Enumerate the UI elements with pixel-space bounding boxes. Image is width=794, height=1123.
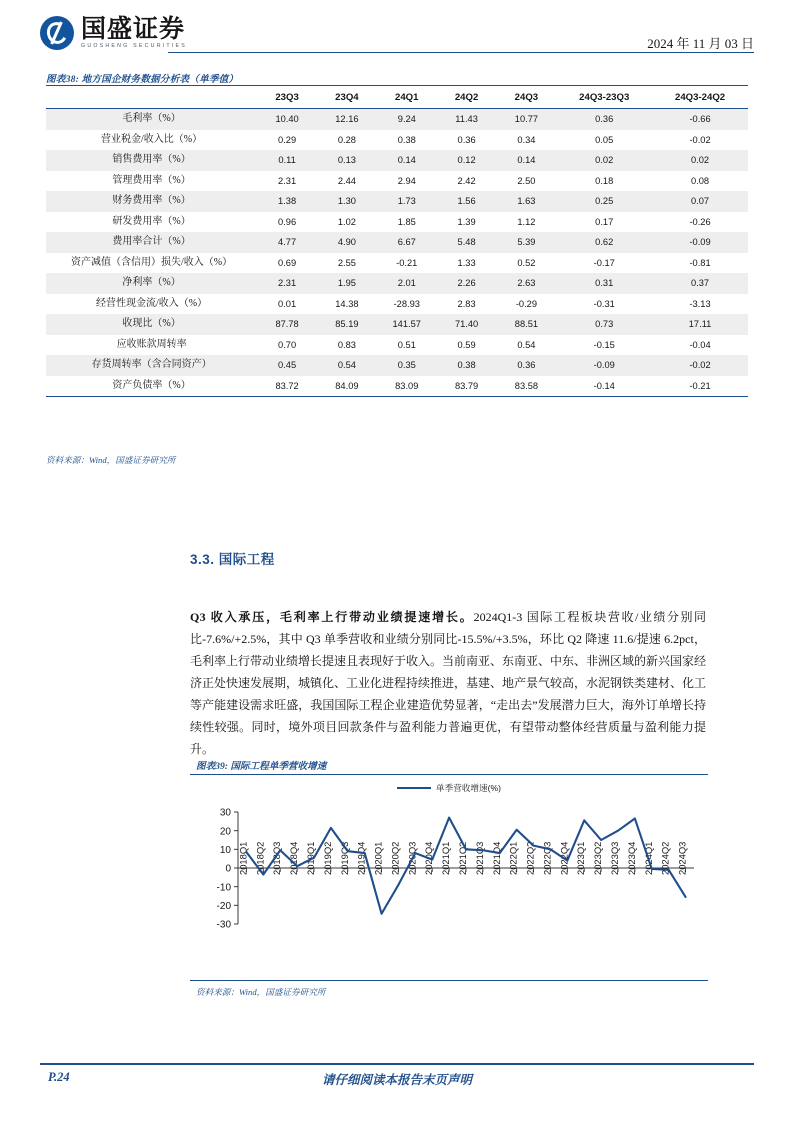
table-cell: 0.31 bbox=[595, 278, 614, 289]
table-cell: 0.01 bbox=[278, 298, 297, 309]
row-label: 研发费用率（%） bbox=[112, 215, 191, 227]
column-header-24q3-23q3: 24Q3-23Q3 bbox=[579, 92, 630, 103]
row-label: 应收账款周转率 bbox=[116, 338, 187, 350]
table-cell: 1.39 bbox=[457, 216, 476, 227]
table-cell: -0.66 bbox=[689, 114, 711, 125]
table-cell: 0.02 bbox=[595, 155, 614, 166]
table-cell: 2.31 bbox=[278, 175, 297, 186]
table-cell: 83.58 bbox=[497, 376, 557, 397]
table-cell: 4.90 bbox=[337, 237, 356, 248]
row-label: 销售费用率（%） bbox=[112, 154, 191, 165]
svg-text:2023Q4: 2023Q4 bbox=[625, 841, 637, 875]
page-header bbox=[0, 0, 794, 62]
table-cell: 0.36 bbox=[457, 134, 476, 145]
table-cell: 83.79 bbox=[437, 376, 497, 397]
svg-text:2023Q2: 2023Q2 bbox=[592, 841, 604, 875]
table-row bbox=[46, 109, 748, 130]
table-cell: 0.25 bbox=[595, 196, 614, 207]
table-row bbox=[46, 212, 748, 233]
svg-text:0: 0 bbox=[225, 863, 231, 875]
svg-text:30: 30 bbox=[219, 807, 231, 819]
table-cell: 2.26 bbox=[457, 278, 476, 289]
svg-text:2024Q1: 2024Q1 bbox=[642, 841, 654, 875]
table-cell: 11.43 bbox=[455, 114, 478, 125]
table-cell: 0.07 bbox=[691, 196, 710, 207]
table-cell: 0.83 bbox=[337, 339, 356, 350]
row-label: 财务费用率（%） bbox=[112, 195, 191, 206]
table-body bbox=[46, 109, 748, 397]
quarterly-revenue-growth-chart bbox=[190, 806, 708, 976]
table-cell: -0.26 bbox=[689, 216, 711, 227]
table-cell: 2.42 bbox=[457, 175, 476, 186]
footer-disclaimer: 请仔细阅读本报告末页声明 bbox=[321, 1073, 472, 1087]
chart-source-note: 资料来源：Wind，国盛证券研究所 bbox=[196, 987, 326, 997]
row-label: 管理费用率（%） bbox=[112, 174, 191, 186]
table-cell: 0.18 bbox=[595, 175, 614, 186]
table-cell: -0.31 bbox=[593, 298, 615, 309]
chart-title-rule bbox=[190, 774, 708, 775]
table-cell: 2.44 bbox=[337, 175, 356, 186]
table-cell: 5.39 bbox=[517, 237, 536, 248]
table-cell: 10.40 bbox=[275, 114, 299, 125]
row-label: 收现比（%） bbox=[122, 318, 181, 329]
table-cell: 0.34 bbox=[517, 134, 536, 145]
chart-exhibit-title: 图表39: 国际工程单季营收增速 bbox=[196, 761, 327, 772]
column-header-metric bbox=[46, 88, 257, 109]
svg-text:2022Q3: 2022Q3 bbox=[541, 841, 553, 875]
table-cell: 1.33 bbox=[457, 257, 476, 268]
table-cell: 0.96 bbox=[278, 216, 297, 227]
table-cell: 83.09 bbox=[377, 376, 437, 397]
table-row bbox=[46, 294, 748, 315]
table-cell: -0.29 bbox=[515, 298, 538, 309]
paragraph-body: 2024Q1-3 国际工程板块营收/业绩分别同比-7.6%/+2.5%，其中 Q3 单季营收和业绩分别同比-15.5%/+3.5%，环比 Q2 降速 11.6/提速 6.2pct，毛利率上行带动业绩增长提速且表现好于收入。当前南亚、东南亚、中东、非洲区域的新兴国家经济正处快速发展期，城镇化、工业化进程持续推进，基建、地产景气较高，水泥钢铁类建材、化工等产能建设需求旺盛，我国国际工程企业建造优势显著，“走出去”发展潜力巨大，海外订单增长持续性较强。同时，境外项目回款条件与盈利能力普遍更优，有望带动整体经营质量与盈利能力提升。 bbox=[190, 610, 707, 756]
table-cell: -3.13 bbox=[689, 298, 711, 309]
svg-text:2021Q4: 2021Q4 bbox=[490, 841, 502, 875]
table-cell: 0.12 bbox=[457, 155, 476, 166]
table-cell: -0.04 bbox=[689, 339, 711, 350]
table-cell: 0.14 bbox=[397, 155, 416, 166]
table-cell: 1.30 bbox=[337, 196, 356, 207]
section-heading: 3.3. 国际工程 bbox=[190, 552, 275, 567]
svg-text:20: 20 bbox=[219, 826, 231, 838]
row-label: 资产减值（含信用）损失/收入（%） bbox=[71, 256, 233, 268]
row-label: 存货周转率（含合同资产） bbox=[91, 359, 212, 370]
row-label: 资产负债率（%） bbox=[46, 376, 257, 397]
svg-text:2021Q1: 2021Q1 bbox=[440, 841, 452, 875]
table-cell: 1.38 bbox=[278, 196, 297, 207]
svg-text:-10: -10 bbox=[216, 882, 231, 894]
table-cell: -0.02 bbox=[689, 134, 711, 145]
row-label: 费用率合计（%） bbox=[112, 236, 191, 247]
table-row bbox=[46, 273, 748, 294]
table-row bbox=[46, 191, 748, 212]
table-cell: 0.54 bbox=[337, 360, 356, 371]
chart-legend bbox=[190, 782, 708, 794]
svg-text:2019Q2: 2019Q2 bbox=[321, 841, 333, 875]
svg-text:2018Q4: 2018Q4 bbox=[288, 841, 300, 875]
table-cell: 2.55 bbox=[337, 257, 356, 268]
svg-text:2019Q4: 2019Q4 bbox=[355, 841, 367, 875]
row-label: 营业税金/收入比（%） bbox=[101, 133, 203, 145]
table-cell: 5.48 bbox=[457, 237, 476, 248]
svg-text:2020Q2: 2020Q2 bbox=[389, 841, 401, 875]
column-header-24q2: 24Q2 bbox=[454, 92, 479, 103]
svg-text:2023Q1: 2023Q1 bbox=[575, 841, 587, 875]
table-cell: 6.67 bbox=[397, 237, 416, 248]
svg-text:-20: -20 bbox=[216, 900, 231, 912]
table-cell: 2.01 bbox=[397, 278, 416, 289]
chart-exhibit-39 bbox=[190, 758, 708, 1006]
table-cell: 0.51 bbox=[397, 339, 416, 350]
table-row bbox=[46, 355, 748, 376]
column-header-24q3: 24Q3 bbox=[514, 92, 539, 103]
row-label: 经营性现金流/收入（%） bbox=[96, 297, 208, 309]
table-cell: 0.17 bbox=[595, 216, 614, 227]
table-cell: 0.36 bbox=[595, 114, 614, 125]
table-cell: 85.19 bbox=[335, 319, 359, 330]
table-cell: 1.02 bbox=[337, 216, 356, 227]
financial-data-table bbox=[46, 88, 748, 397]
svg-text:2020Q1: 2020Q1 bbox=[372, 841, 384, 875]
svg-text:10: 10 bbox=[219, 844, 231, 856]
table-cell: 83.72 bbox=[257, 376, 317, 397]
svg-text:2022Q4: 2022Q4 bbox=[558, 841, 570, 875]
table-cell: 0.59 bbox=[457, 339, 476, 350]
table-cell: -0.09 bbox=[689, 237, 711, 248]
table-cell: 71.40 bbox=[454, 319, 479, 330]
column-header-23q4: 23Q4 bbox=[335, 92, 359, 103]
table-cell: 1.73 bbox=[397, 196, 416, 207]
table-cell: 9.24 bbox=[397, 114, 416, 125]
svg-text:2020Q4: 2020Q4 bbox=[423, 841, 435, 875]
table-cell: 1.95 bbox=[337, 278, 356, 289]
table-row bbox=[46, 232, 748, 253]
table-cell: -0.21 bbox=[652, 376, 748, 397]
table-cell: -0.15 bbox=[593, 339, 615, 350]
svg-text:2023Q3: 2023Q3 bbox=[609, 841, 620, 875]
svg-text:2018Q2: 2018Q2 bbox=[254, 841, 266, 875]
table-cell: 12.16 bbox=[335, 114, 359, 125]
table-cell: -0.14 bbox=[556, 376, 652, 397]
row-label: 净利率（%） bbox=[122, 277, 181, 288]
table-cell: 1.85 bbox=[397, 216, 416, 227]
table-cell: 1.56 bbox=[457, 196, 476, 207]
table-cell: 0.02 bbox=[691, 155, 710, 166]
table-cell: 1.63 bbox=[517, 196, 536, 207]
table-cell: 10.77 bbox=[514, 114, 539, 125]
column-header-24q3-24q2: 24Q3-24Q2 bbox=[674, 92, 726, 103]
svg-text:2018Q3: 2018Q3 bbox=[271, 841, 283, 875]
svg-text:2024Q3: 2024Q3 bbox=[676, 841, 688, 875]
table-cell: 0.28 bbox=[337, 134, 356, 145]
table-cell: 0.05 bbox=[595, 134, 614, 145]
table-cell: 0.35 bbox=[397, 360, 416, 371]
paragraph-lead: Q3 收入承压，毛利率上行带动业绩提速增长。 bbox=[190, 610, 474, 624]
table-cell: 2.50 bbox=[517, 175, 536, 186]
report-date: 2024 年 11 月 03 日 bbox=[647, 36, 754, 51]
svg-text:2024Q2: 2024Q2 bbox=[659, 841, 671, 875]
header-divider bbox=[168, 52, 754, 53]
table-cell: 0.38 bbox=[457, 360, 476, 371]
table-row bbox=[46, 314, 748, 335]
table-cell: -0.21 bbox=[396, 257, 418, 268]
table-cell: 0.54 bbox=[517, 339, 536, 350]
table-cell: 0.45 bbox=[278, 360, 297, 371]
svg-text:2019Q3: 2019Q3 bbox=[338, 841, 350, 875]
table-cell: 2.83 bbox=[457, 298, 476, 309]
table-cell: 0.13 bbox=[337, 155, 356, 166]
table-exhibit-rule bbox=[46, 85, 748, 86]
row-label: 毛利率（%） bbox=[122, 113, 181, 124]
table-cell: -0.17 bbox=[593, 257, 615, 268]
table-cell: 4.77 bbox=[278, 237, 297, 248]
table-cell: 0.38 bbox=[397, 134, 416, 145]
table-row bbox=[46, 171, 748, 192]
table-cell: 0.73 bbox=[595, 319, 614, 330]
table-cell: 87.78 bbox=[275, 319, 299, 330]
table-row bbox=[46, 335, 748, 356]
logo-chinese-name: 国盛证券 bbox=[81, 15, 186, 43]
company-logo bbox=[40, 16, 187, 50]
table-header bbox=[46, 88, 748, 109]
column-header-24q1: 24Q1 bbox=[395, 92, 419, 103]
logo-text-block bbox=[81, 17, 187, 49]
table-cell: 0.70 bbox=[278, 339, 297, 350]
logo-english-name: GUOSHENG SECURITIES bbox=[81, 42, 187, 49]
table-cell: 2.31 bbox=[278, 278, 297, 289]
svg-text:2019Q1: 2019Q1 bbox=[305, 841, 316, 875]
table-row bbox=[46, 130, 748, 151]
table-cell: 0.14 bbox=[517, 155, 536, 166]
table-cell: -0.81 bbox=[689, 257, 711, 268]
body-paragraph bbox=[190, 607, 706, 761]
table-cell: 17.11 bbox=[688, 319, 712, 330]
table-cell: 0.52 bbox=[517, 257, 536, 268]
table-cell: 0.08 bbox=[691, 175, 710, 186]
table-cell: -28.93 bbox=[393, 298, 420, 309]
table-cell: 1.12 bbox=[517, 216, 536, 227]
table-cell: 141.57 bbox=[392, 319, 421, 330]
svg-text:2021Q2: 2021Q2 bbox=[457, 841, 468, 875]
svg-text:2021Q3: 2021Q3 bbox=[473, 841, 485, 875]
table-cell: 0.37 bbox=[691, 278, 710, 289]
svg-text:2022Q1: 2022Q1 bbox=[507, 841, 519, 875]
legend-line-icon bbox=[397, 787, 431, 789]
table-cell: 0.11 bbox=[278, 155, 296, 166]
svg-text:2022Q2: 2022Q2 bbox=[524, 841, 536, 875]
svg-text:-30: -30 bbox=[216, 919, 231, 931]
table-cell: 0.69 bbox=[278, 257, 297, 268]
table-cell: 84.09 bbox=[317, 376, 377, 397]
column-header-23q3: 23Q3 bbox=[275, 92, 299, 103]
chart-source-rule bbox=[190, 980, 708, 981]
svg-text:2018Q1: 2018Q1 bbox=[237, 841, 249, 875]
table-cell: -0.09 bbox=[593, 360, 615, 371]
guosheng-logo-icon bbox=[40, 16, 74, 50]
table-cell: 14.38 bbox=[335, 298, 359, 309]
footer-divider bbox=[40, 1063, 754, 1065]
table-row bbox=[46, 376, 748, 397]
svg-text:2020Q3: 2020Q3 bbox=[406, 841, 418, 875]
page-number: P.24 bbox=[48, 1070, 70, 1084]
table-cell: 0.36 bbox=[517, 360, 536, 371]
table-cell: 88.51 bbox=[514, 319, 539, 330]
table-row bbox=[46, 253, 748, 274]
table-exhibit-title: 图表38: 地方国企财务数据分析表（单季值） bbox=[46, 74, 239, 85]
table-header-row bbox=[46, 88, 748, 109]
table-row bbox=[46, 150, 748, 171]
table-cell: -0.02 bbox=[689, 360, 711, 371]
table-cell: 2.63 bbox=[517, 278, 536, 289]
table-cell: 0.29 bbox=[278, 134, 297, 145]
table-source-note: 资料来源：Wind，国盛证券研究所 bbox=[46, 455, 176, 465]
legend-label: 单季营收增速(%) bbox=[436, 783, 501, 793]
table-cell: 2.94 bbox=[397, 175, 416, 186]
table-cell: 0.62 bbox=[595, 237, 614, 248]
